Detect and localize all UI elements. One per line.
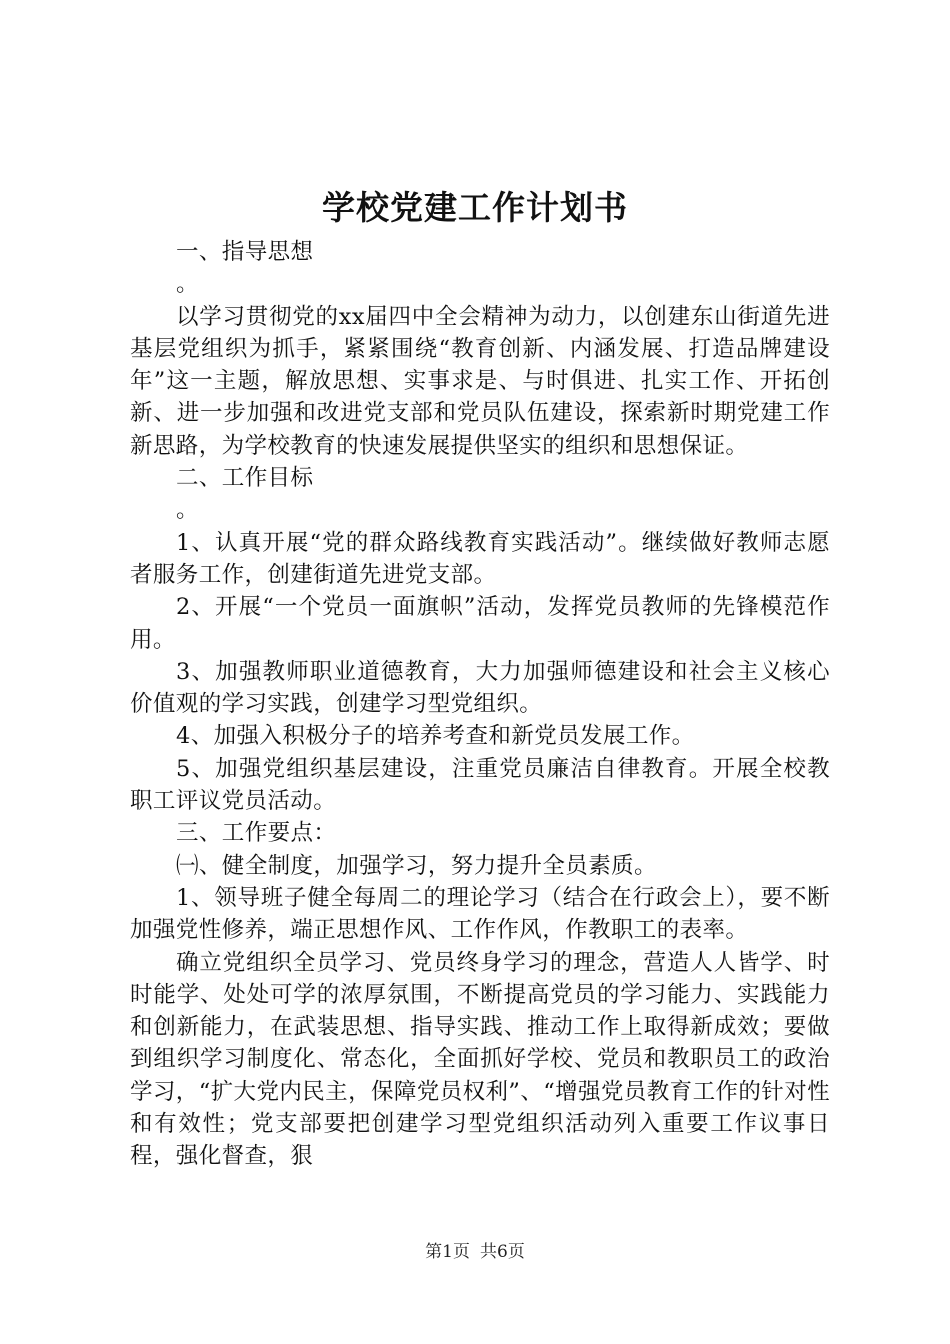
body-paragraph: 以学习贯彻党的xx届四中全会精神为动力，以创建东山街道先进基层党组织为抓手，紧紧围绕“教育创新、内涵发展、打造品牌建设年”这一主题，解放思想、实事求是、与时俱进、扎实工作、开拓创新、进一步加强和改进党支部和党员队伍建设，探索新时期党建工作新思路，为学校教育的快速发展提供坚实的组织和思想保证。	[130, 303, 830, 459]
section-heading-work-points: 三、工作要点：	[176, 820, 337, 847]
goal-item-1: 1、认真开展“党的群众路线教育实践活动”。继续做好教师志愿者服务工作，创建街道先进党支部。	[130, 529, 830, 588]
section-heading-guiding-thought: 一、指导思想	[176, 239, 314, 265]
work-point-item-1: 1、领导班子健全每周二的理论学习（结合在行政会上），要不断加强党性修养，端正思想作风、工作作风，作教职工的表率。	[130, 884, 830, 944]
section-heading-work-goals: 二、工作目标	[176, 465, 314, 492]
page-total: 共6页	[480, 1242, 525, 1262]
goal-item-4: 4、加强入积极分子的培养考查和新党员发展工作。	[176, 723, 695, 750]
body-paragraph: 确立党组织全员学习、党员终身学习的理念，营造人人皆学、时时能学、处处可学的浓厚氛围，不断提高党员的学习能力、实践能力和创新能力，在武装思想、指导实践、推动工作上取得新成效；要做到组织学习制度化、常态化，全面抓好学校、党员和教职员工的政治学习，“扩大党内民主，保障党员权利”、“增强党员教育工作的针对性和有效性；党支部要把创建学习型党组织活动列入重要工作议事日程，强化督查，狠	[130, 949, 830, 1170]
goal-item-3: 3、加强教师职业道德教育，大力加强师德建设和社会主义核心价值观的学习实践，创建学习型党组织。	[130, 658, 830, 718]
placeholder-period: 。	[176, 497, 199, 524]
document-body	[130, 236, 830, 1173]
placeholder-period: 。	[176, 271, 199, 298]
subsection-heading-1: ㈠、健全制度，加强学习，努力提升全员素质。	[176, 852, 657, 879]
goal-item-2: 2、开展“一个党员一面旗帜”活动，发挥党员教师的先锋模范作用。	[130, 594, 830, 653]
goal-item-5: 5、加强党组织基层建设，注重党员廉洁自律教育。开展全校教职工评议党员活动。	[130, 755, 830, 815]
page-footer	[0, 1240, 950, 1264]
document-title: 学校党建工作计划书	[322, 188, 628, 227]
page-number: 第1页	[425, 1242, 470, 1262]
